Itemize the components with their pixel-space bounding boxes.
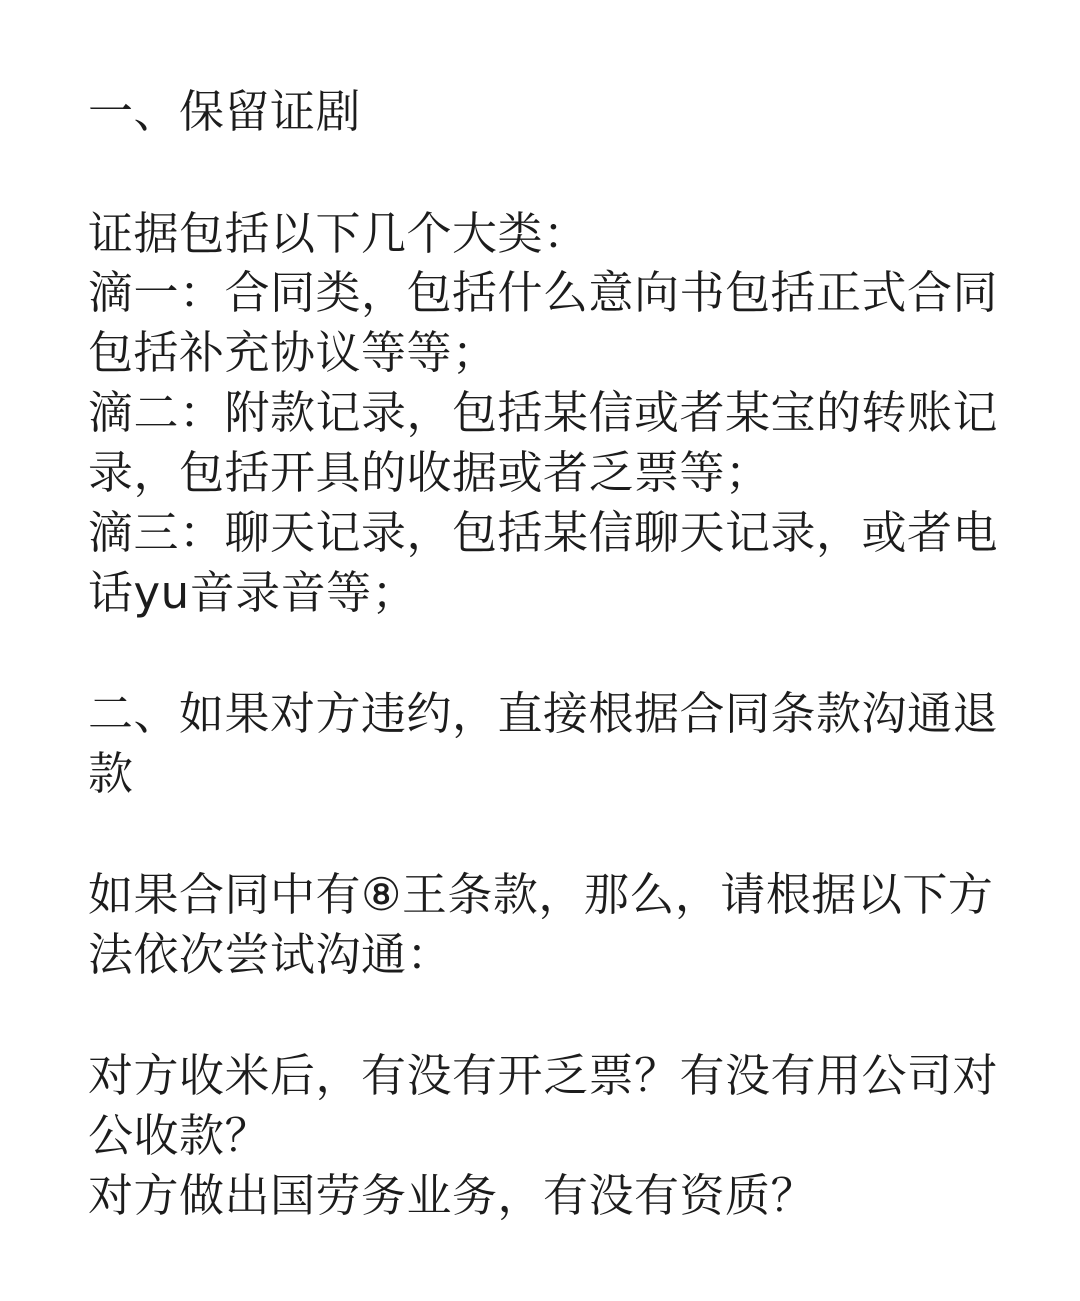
evidence-item-1-line-1: 滴一：合同类，包括什么意向书包括正式合同 [88, 266, 999, 319]
evidence-item-3-line-1: 滴三：聊天记录，包括某信聊天记录，或者电 [88, 506, 999, 559]
evidence-item-2-line-2: 录，包括开具的收据或者乏票等； [88, 446, 771, 499]
clause-paragraph-line-1: 如果合同中有⑧王条款，那么，请根据以下方 [88, 868, 994, 921]
clause-paragraph-line-2: 法依次尝试沟通： [88, 928, 453, 981]
evidence-item-1-line-2: 包括补充协议等等； [88, 326, 498, 379]
question-2: 对方做出国劳务业务，有没有资质？ [88, 1169, 817, 1222]
heading-breach-line-1: 二、如果对方违约，直接根据合同条款沟通退 [88, 687, 999, 740]
heading-breach-line-2: 款 [88, 747, 134, 800]
evidence-intro: 证据包括以下几个大类： [88, 207, 589, 260]
evidence-item-3-line-2: 话yu音录音等； [88, 566, 418, 619]
question-1-line-1: 对方收米后，有没有开乏票？有没有用公司对 [88, 1049, 999, 1102]
evidence-item-2-line-1: 滴二：附款记录，包括某信或者某宝的转账记 [88, 386, 999, 439]
question-1-line-2: 公收款？ [88, 1109, 271, 1162]
heading-preserve-evidence: 一、保留证剧 [88, 85, 362, 138]
